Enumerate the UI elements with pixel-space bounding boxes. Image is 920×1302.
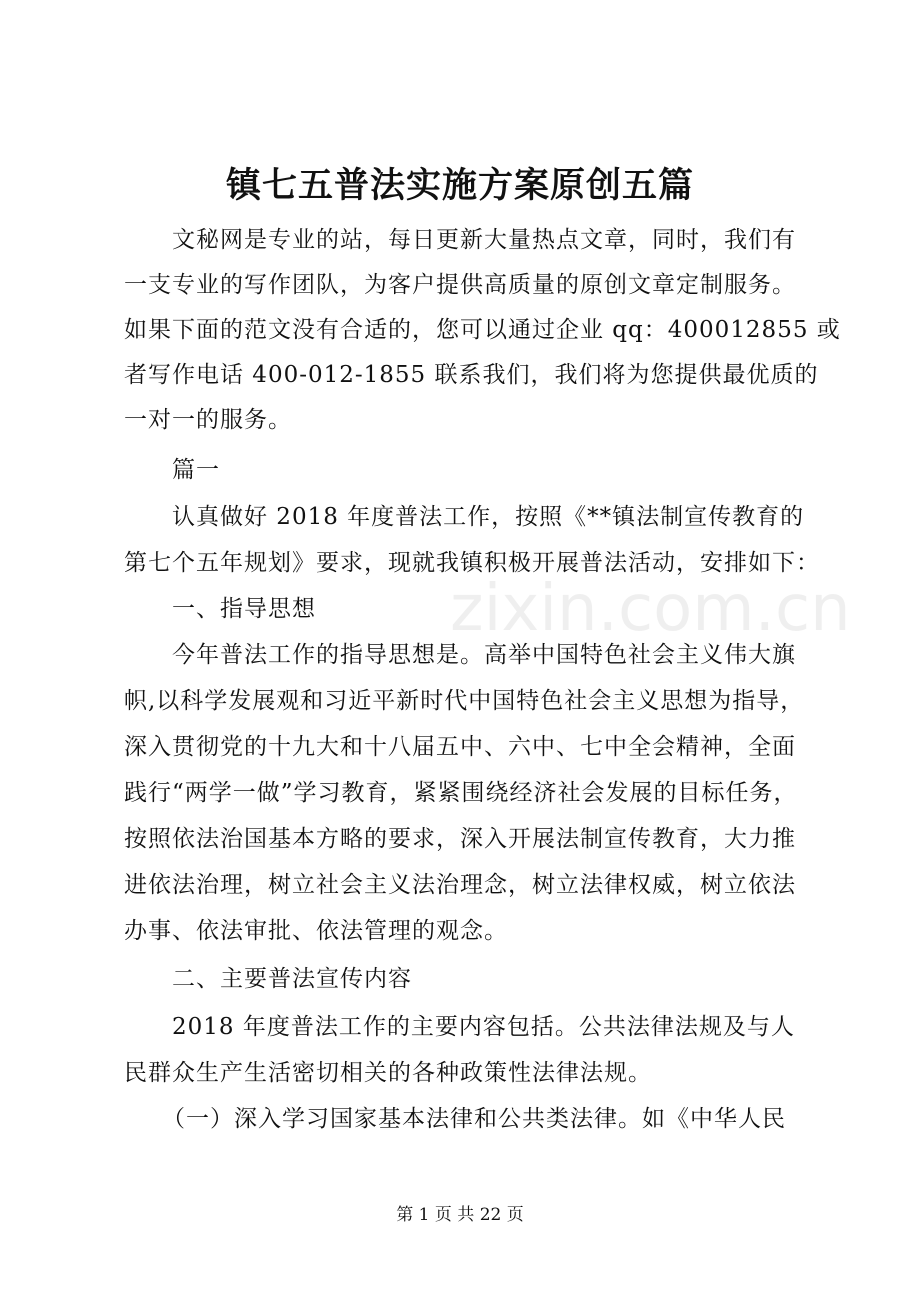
section-heading: 一、指导思想 bbox=[172, 596, 316, 622]
text-line: 进依法治理，树立社会主义法治理念，树立法律权威，树立依法 bbox=[124, 872, 796, 898]
text-line: 第七个五年规划》要求，现就我镇积极开展普法活动，安排如下： bbox=[124, 550, 820, 576]
text-line: 深入贯彻党的十九大和十八届五中、六中、七中全会精神，全面 bbox=[124, 734, 796, 760]
document-title: 镇七五普法实施方案原创五篇 bbox=[225, 165, 694, 206]
watermark: zixin.com.cn bbox=[450, 572, 851, 646]
text-line: 一对一的服务。 bbox=[124, 407, 292, 433]
text-line: 民群众生产生活密切相关的各种政策性法律法规。 bbox=[124, 1060, 652, 1086]
text-line: 按照依法治国基本方略的要求，深入开展法制宣传教育，大力推 bbox=[124, 826, 796, 852]
text-line: 践行“两学一做”学习教育，紧紧围绕经济社会发展的目标任务， bbox=[124, 780, 798, 806]
text-line: 今年普法工作的指导思想是。高举中国特色社会主义伟大旗 bbox=[172, 642, 796, 668]
page-footer: 第 1 页 共 22 页 bbox=[396, 1205, 524, 1225]
text-line: 2018 年度普法工作的主要内容包括。公共法律法规及与人 bbox=[172, 1014, 795, 1040]
text-line: 帜,以科学发展观和习近平新时代中国特色社会主义思想为指导， bbox=[124, 688, 805, 714]
text-line: 办事、依法审批、依法管理的观念。 bbox=[124, 918, 508, 944]
text-line: （一）深入学习国家基本法律和公共类法律。如《中华人民 bbox=[162, 1106, 786, 1132]
section-heading: 二、主要普法宣传内容 bbox=[172, 966, 412, 992]
text-line: 者写作电话 400-012-1855 联系我们，我们将为您提供最优质的 bbox=[124, 362, 819, 388]
section-heading: 篇一 bbox=[172, 457, 220, 483]
text-line: 如果下面的范文没有合适的，您可以通过企业 qq：400012855 或 bbox=[124, 317, 841, 343]
text-line: 文秘网是专业的站，每日更新大量热点文章，同时，我们有 bbox=[172, 227, 796, 253]
text-line: 认真做好 2018 年度普法工作，按照《**镇法制宣传教育的 bbox=[172, 504, 805, 530]
text-line: 一支专业的写作团队，为客户提供高质量的原创文章定制服务。 bbox=[124, 272, 796, 298]
